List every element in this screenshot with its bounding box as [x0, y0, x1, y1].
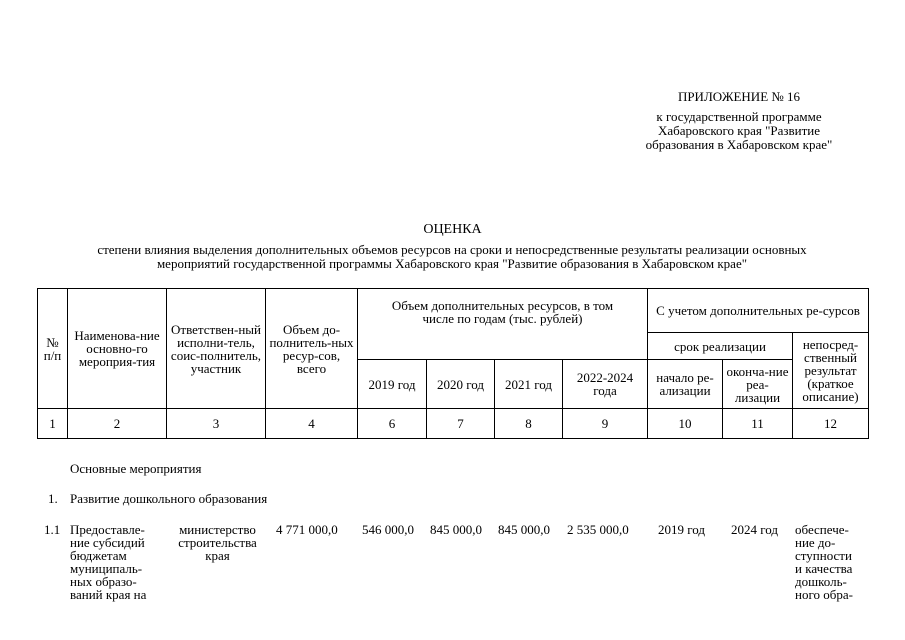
header-term: срок реализации — [648, 333, 793, 360]
assessment-table — [37, 288, 869, 439]
subitem-name-line: Предоставле- — [70, 522, 145, 537]
subitem-result-line: дошколь- — [795, 574, 847, 589]
subitem-name-line: бюджетам — [70, 548, 127, 563]
appendix-line: образования в Хабаровском крае" — [645, 137, 833, 152]
subitem-2019: 546 000,0 — [362, 522, 414, 537]
subitem-executor-line: края — [205, 548, 230, 563]
subitem-result-line: и качества — [795, 561, 853, 576]
subitem-name-line: муниципаль- — [70, 561, 143, 576]
appendix-number: ПРИЛОЖЕНИЕ № 16 — [677, 89, 801, 104]
column-number: 3 — [167, 409, 266, 439]
subitem-result-line: ние до- — [795, 535, 836, 550]
subitem-executor — [168, 523, 267, 562]
column-number: 9 — [563, 409, 648, 439]
subitem-result-line: ступности — [795, 548, 852, 563]
subitem-executor-line: строительства — [178, 535, 257, 550]
header-year-2022-2024: 2022-2024 года — [563, 360, 648, 409]
header-with-additional: С учетом дополнительных ре-сурсов — [648, 289, 869, 333]
header-name: Наименова-ние основно-го мероприя-тия — [68, 289, 167, 409]
column-number: 2 — [68, 409, 167, 439]
subitem-name-line: ние субсидий — [70, 535, 145, 550]
column-number: 10 — [648, 409, 723, 439]
subitem-result — [795, 523, 867, 601]
section-heading: Основные мероприятия — [70, 461, 202, 476]
subitem-end: 2024 год — [731, 522, 778, 537]
document-title: ОЦЕНКА — [423, 222, 482, 237]
column-number: 11 — [723, 409, 793, 439]
subitem-2020: 845 000,0 — [430, 522, 482, 537]
subitem-result-line: ного обра- — [795, 587, 853, 602]
header-num: № п/п — [38, 289, 68, 409]
appendix-block — [619, 90, 859, 152]
subitem-name-line: ваний края на — [70, 587, 147, 602]
header-result: непосред-ственный результат (краткое описание) — [793, 333, 869, 409]
header-end: оконча-ние реа-лизации — [723, 360, 793, 409]
item-number: 1. — [48, 491, 58, 506]
column-number: 12 — [793, 409, 869, 439]
header-executor: Ответствен-ный исполни-тель, соис-полнитель, участник — [167, 289, 266, 409]
column-number: 7 — [427, 409, 495, 439]
subtitle-line: степени влияния выделения дополнительных объемов ресурсов на сроки и непосредственные результаты реализации основных — [97, 242, 807, 257]
subitem-result-line: обеспече- — [795, 522, 849, 537]
item-name: Развитие дошкольного образования — [70, 491, 268, 506]
subitem-total: 4 771 000,0 — [276, 522, 338, 537]
header-total: Объем до-полнитель-ных ресур-сов, всего — [266, 289, 358, 409]
column-number: 8 — [495, 409, 563, 439]
header-year-2021: 2021 год — [495, 360, 563, 409]
subitem-2022-2024: 2 535 000,0 — [567, 522, 629, 537]
column-number: 6 — [358, 409, 427, 439]
column-number: 4 — [266, 409, 358, 439]
subtitle-line: мероприятий государственной программы Хабаровского края "Развитие образования в Хабаровском крае" — [156, 256, 748, 271]
subitem-2021: 845 000,0 — [498, 522, 550, 537]
subitem-start: 2019 год — [658, 522, 705, 537]
subitem-name — [70, 523, 170, 601]
document-subtitle — [36, 243, 868, 271]
column-number: 1 — [38, 409, 68, 439]
header-year-2020: 2020 год — [427, 360, 495, 409]
header-start: начало ре-ализации — [648, 360, 723, 409]
header-years-group: Объем дополнительных ресурсов, в том числе по годам (тыс. рублей) — [358, 289, 648, 360]
subitem-number: 1.1 — [44, 522, 61, 537]
appendix-line: к государственной программе — [656, 109, 822, 124]
subitem-executor-line: министерство — [179, 522, 256, 537]
header-year-2019: 2019 год — [358, 360, 427, 409]
subitem-name-line: ных образо- — [70, 574, 137, 589]
appendix-line: Хабаровского края "Развитие — [657, 123, 821, 138]
